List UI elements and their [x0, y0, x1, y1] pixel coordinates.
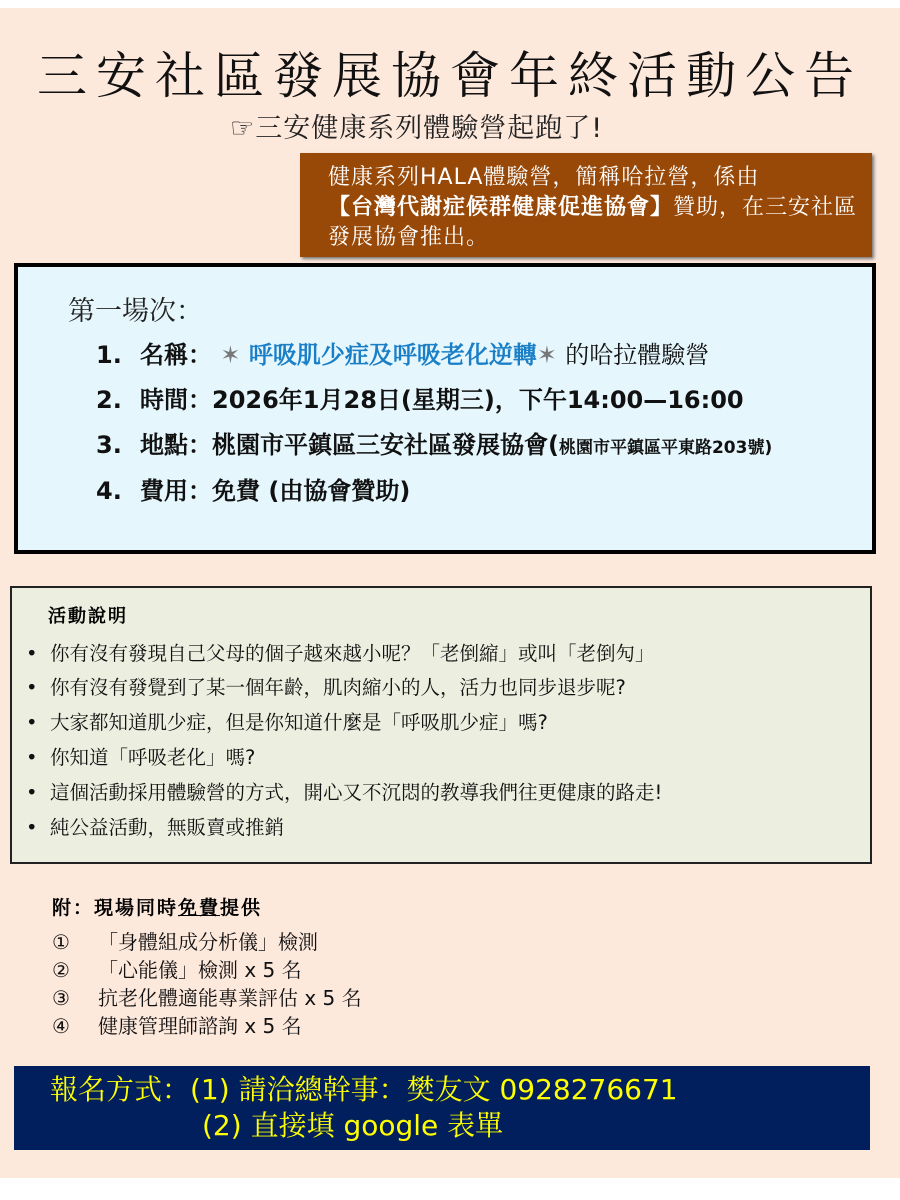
activity-item [26, 707, 548, 735]
bullet-icon: • [26, 816, 38, 839]
registration-box [14, 1066, 870, 1150]
extra-item [52, 982, 362, 1011]
event-suffix: 的哈拉體驗營 [565, 341, 710, 369]
bullet-icon: • [26, 711, 38, 734]
item-value: 桃園市平鎮區三安社區發展協會( [212, 431, 559, 459]
activity-text: 大家都知道肌少症，但是你知道什麼是「呼吸肌少症」嗎? [50, 711, 548, 734]
bullet-icon: • [26, 676, 38, 699]
activity-item [26, 777, 662, 805]
extras-title [52, 893, 262, 920]
session-item-location [96, 425, 772, 460]
extra-item [52, 954, 302, 983]
promo-sponsor: 【台灣代謝症候群健康促進協會】 [328, 195, 674, 220]
promo-line1: 健康系列HALA體驗營，簡稱哈拉營，係由 [328, 165, 760, 190]
activity-item [26, 672, 626, 700]
extras-title-free: 免費 [178, 897, 221, 919]
activity-text: 你有沒有發覺到了某一個年齡，肌肉縮小的人，活力也同步退步呢? [50, 676, 626, 699]
item-number: 1. [96, 341, 122, 369]
circled-number: ② [52, 958, 70, 982]
star-icon: ✶ [536, 341, 557, 369]
item-value: 免費 (由協會贊助) [212, 477, 411, 505]
session-item-time [96, 380, 744, 415]
activity-text: 你有沒有發現自己父母的個子越來越小呢？「老倒縮」或叫「老倒勼」 [50, 642, 655, 665]
extras-title-pre: 附：現場同時 [52, 897, 179, 919]
item-label: 地點： [140, 431, 212, 459]
session-box [14, 263, 876, 554]
extra-text: 「心能儀」檢測 x 5 名 [98, 958, 302, 982]
subtitle: ☞三安健康系列體驗營起跑了! [230, 113, 604, 144]
activity-text: 純公益活動，無販賣或推銷 [50, 816, 285, 839]
item-label: 名稱： [140, 341, 212, 369]
activity-text: 你知道「呼吸老化」嗎? [50, 746, 256, 769]
extras-title-post: 提供 [220, 897, 263, 919]
item-address: 桃園市平鎮區平東路203號) [558, 438, 773, 458]
activity-text: 這個活動採用體驗營的方式，開心又不沉悶的教導我們往更健康的路走! [50, 781, 663, 804]
bullet-icon: • [26, 746, 38, 769]
activity-item [26, 812, 284, 840]
extra-text: 「身體組成分析儀」檢測 [98, 930, 318, 954]
activity-item [26, 742, 255, 770]
extra-text: 抗老化體適能專業評估 x 5 名 [98, 986, 362, 1010]
item-number: 3. [96, 431, 122, 459]
session-item-name [96, 335, 709, 370]
registration-line2: (2) 直接填 google 表單 [202, 1109, 504, 1142]
poster-title: 三安社區發展協會年終活動公告 [37, 47, 863, 105]
circled-number: ④ [52, 1014, 70, 1038]
item-label: 時間： [140, 386, 212, 414]
activity-box [10, 586, 872, 864]
item-number: 4. [96, 477, 122, 505]
event-name: 呼吸肌少症及呼吸老化逆轉 [248, 341, 537, 369]
promo-line2: 贊助，在三安社區發展協會推出。 [328, 195, 858, 250]
promo-box [300, 153, 872, 257]
session-item-fee [96, 471, 410, 506]
activity-item [26, 638, 655, 666]
registration-line1: 報名方式：(1) 請洽總幹事：樊友文 0928276671 [50, 1073, 678, 1106]
bullet-icon: • [26, 781, 38, 804]
item-number: 2. [96, 386, 122, 414]
extra-item [52, 926, 318, 955]
poster [0, 8, 900, 1178]
item-value: 2026年1月28日(星期三)，下午14:00—16:00 [212, 386, 744, 414]
item-label: 費用： [140, 477, 212, 505]
bullet-icon: • [26, 642, 38, 665]
star-icon: ✶ [220, 341, 241, 369]
circled-number: ③ [52, 986, 70, 1010]
circled-number: ① [52, 930, 70, 954]
extra-item [52, 1010, 302, 1039]
activity-title: 活動說明 [48, 606, 128, 627]
extra-text: 健康管理師諮詢 x 5 名 [98, 1014, 302, 1038]
session-title: 第一場次： [68, 296, 203, 327]
